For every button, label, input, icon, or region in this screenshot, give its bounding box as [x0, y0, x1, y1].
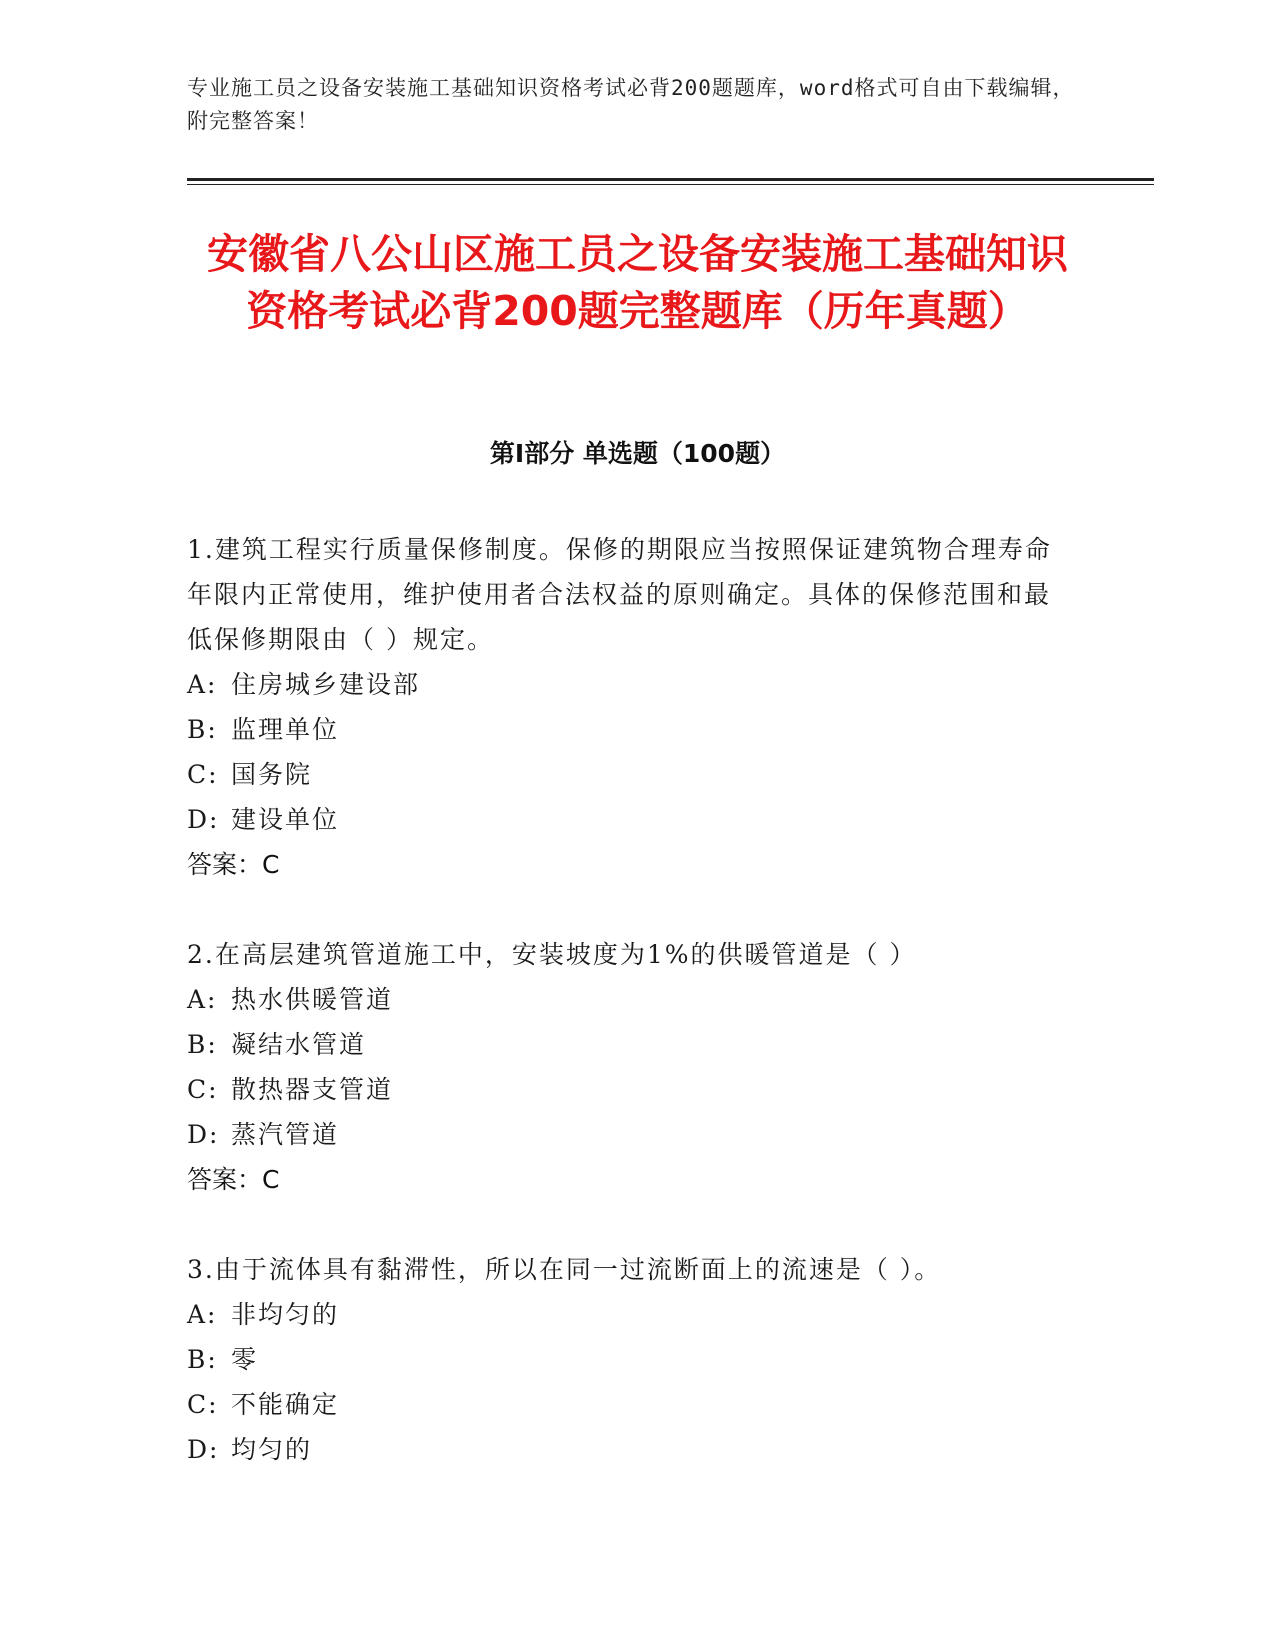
header-rule-thick [187, 178, 1154, 181]
option-text: 均匀的 [231, 1435, 313, 1464]
option-a [187, 1292, 1067, 1337]
option-d [187, 1112, 1067, 1157]
option-text: 建设单位 [231, 805, 340, 834]
option-text: 凝结水管道 [231, 1030, 367, 1059]
option-text: 住房城乡建设部 [231, 670, 421, 699]
option-text: 散热器支管道 [231, 1075, 394, 1104]
option-a [187, 662, 1067, 707]
option-b [187, 1337, 1067, 1382]
option-text: 非均匀的 [231, 1300, 340, 1329]
section-title: 第Ⅰ部分 单选题（100题） [489, 439, 786, 468]
answer: 答案：C [187, 1165, 280, 1194]
option-c [187, 752, 1067, 797]
option-letter: A: [187, 1300, 218, 1329]
option-letter: D: [187, 1435, 220, 1464]
option-text: 国务院 [231, 760, 313, 789]
option-text: 热水供暖管道 [231, 985, 394, 1014]
option-b [187, 707, 1067, 752]
header-note: 专业施工员之设备安装施工基础知识资格考试必背200题题库，word格式可自由下载编辑，附完整答案！ [187, 76, 1075, 133]
question-list [187, 527, 1067, 1517]
option-letter: B: [187, 1030, 218, 1059]
option-letter: B: [187, 715, 218, 744]
option-c [187, 1067, 1067, 1112]
header-rule-thin [187, 184, 1154, 185]
document-title: 安徽省八公山区施工员之设备安装施工基础知识资格考试必背200题完整题库（历年真题） [207, 230, 1068, 335]
option-a [187, 977, 1067, 1022]
option-c [187, 1382, 1067, 1427]
question-2 [187, 932, 1067, 1202]
option-text: 不能确定 [231, 1390, 340, 1419]
option-text: 蒸汽管道 [231, 1120, 340, 1149]
option-text: 监理单位 [231, 715, 340, 744]
option-b [187, 1022, 1067, 1067]
option-d [187, 797, 1067, 842]
question-stem: 1.建筑工程实行质量保修制度。保修的期限应当按照保证建筑物合理寿命年限内正常使用，维护使用者合法权益的原则确定。具体的保修范围和最低保修期限由（ ）规定。 [187, 535, 1052, 654]
question-stem: 2.在高层建筑管道施工中，安装坡度为1%的供暖管道是（ ） [187, 940, 917, 969]
option-letter: C: [187, 760, 219, 789]
option-letter: D: [187, 805, 220, 834]
question-1 [187, 527, 1067, 887]
option-letter: C: [187, 1075, 219, 1104]
option-letter: C: [187, 1390, 219, 1419]
option-d [187, 1427, 1067, 1472]
option-letter: A: [187, 670, 218, 699]
option-letter: D: [187, 1120, 220, 1149]
option-letter: A: [187, 985, 218, 1014]
option-text: 零 [231, 1345, 259, 1374]
option-letter: B: [187, 1345, 218, 1374]
question-stem: 3.由于流体具有黏滞性，所以在同一过流断面上的流速是（ ）。 [187, 1255, 942, 1284]
question-3 [187, 1247, 1067, 1472]
answer: 答案：C [187, 850, 280, 879]
